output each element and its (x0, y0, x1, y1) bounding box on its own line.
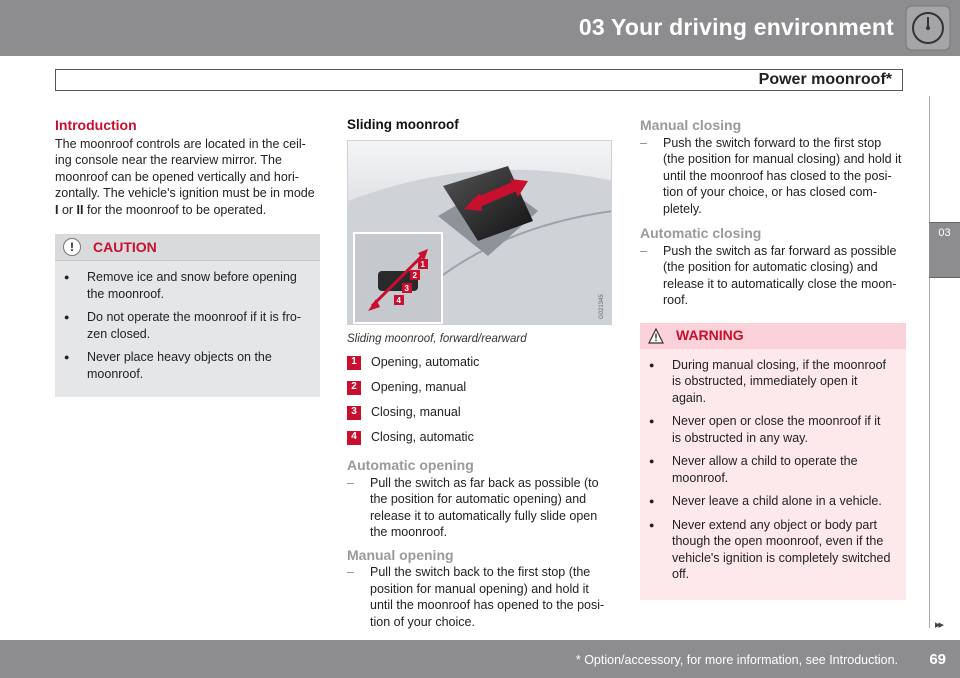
legend-item (347, 403, 615, 422)
sliding-heading: Sliding moonroof (347, 117, 459, 132)
legend-item (347, 428, 615, 447)
warning-header (640, 323, 906, 349)
page-footer (0, 640, 960, 678)
caution-title: CAUTION (93, 238, 157, 255)
figure-caption: Sliding moonroof, forward/rearward (347, 332, 527, 345)
moonroof-drawing (348, 141, 612, 325)
intro-text (55, 136, 320, 219)
legend-item (347, 353, 615, 372)
chapter-header (0, 0, 960, 56)
legend-label: Closing, automatic (371, 430, 474, 445)
page-number: 69 (929, 651, 946, 668)
warning-triangle-icon (648, 328, 664, 344)
intro-text-part2: for the moonroof to be operated. (83, 202, 267, 217)
section-title: Power moonroof* (758, 71, 892, 88)
svg-text:1: 1 (420, 259, 425, 269)
svg-text:3: 3 (404, 283, 409, 293)
moonroof-illustration (347, 140, 612, 325)
exclamation-icon: ! (63, 238, 81, 256)
legend-number: 2 (347, 381, 361, 395)
legend-label: Opening, automatic (371, 355, 480, 370)
auto-open-heading: Automatic opening (347, 457, 474, 473)
margin-divider (929, 96, 930, 628)
caution-item: ● Remove ice and snow before opening the moonroof. (63, 269, 306, 302)
next-page-icon[interactable]: ▸▸ (934, 619, 942, 631)
warning-list (640, 357, 906, 583)
caution-item: ● Do not operate the moonroof if it is fro-zen closed. (63, 309, 306, 342)
caution-list (55, 269, 320, 382)
caution-item: ● Never place heavy objects on the moonroof. (63, 349, 306, 382)
legend-number: 1 (347, 356, 361, 370)
column-closing (640, 115, 906, 600)
manual-close-heading: Manual closing (640, 117, 742, 133)
caution-header (55, 234, 320, 261)
legend-item (347, 378, 615, 397)
gauge-icon (904, 4, 952, 52)
legend-label: Opening, manual (371, 380, 467, 395)
warning-item: ● Never extend any object or body part though the open moonroof, even if the vehicle's ignition is completely switched off. (648, 517, 892, 583)
legend-number: 4 (347, 431, 361, 445)
svg-text:2: 2 (412, 270, 417, 280)
manual-close-step: – Push the switch forward to the first stop (the position for manual closing) and hold it until the moonroof has closed to the posi-tion of your choice, or has closed com-pletely. (640, 135, 906, 218)
column-sliding-moonroof (347, 115, 615, 630)
footnote: * Option/accessory, for more information, see Introduction. (575, 653, 898, 667)
manual-open-step: – Pull the switch back to the first stop (the position for manual opening) and hold it until the moonroof has opened to the posi-tion of your choice. (347, 564, 615, 630)
intro-text-part1: The moonroof controls are located in the ceil-ing console near the rearview mirror. The moonroof can be opened vertically and hori-zontally. The vehicle's ignition must be in mode (55, 136, 315, 200)
caution-box (55, 234, 320, 397)
legend-label: Closing, manual (371, 405, 461, 420)
chapter-title: 03 Your driving environment (578, 14, 894, 40)
auto-close-step: – Push the switch as far forward as possible (the position for automatic closing) and release it to automatically close the moon-roof. (640, 243, 906, 309)
manual-open-heading: Manual opening (347, 546, 454, 563)
ignition-mode-1: I (55, 202, 59, 217)
chapter-tab-label: 03 (938, 227, 951, 239)
warning-item: ● Never leave a child alone in a vehicle. (648, 493, 892, 510)
auto-close-heading: Automatic closing (640, 225, 762, 241)
legend-number: 3 (347, 406, 361, 420)
ignition-mode-2: II (76, 202, 84, 217)
column-introduction (55, 115, 320, 397)
warning-item: ● Never open or close the moonroof if it is obstructed in any way. (648, 413, 892, 446)
chapter-tab[interactable] (929, 222, 960, 278)
warning-item: ● Never allow a child to operate the moonroof. (648, 453, 892, 486)
section-header (55, 69, 903, 91)
warning-item: ● During manual closing, if the moonroof is obstructed, immediately open it again. (648, 357, 892, 407)
intro-text-or: or (58, 202, 77, 217)
image-code: G021345 (599, 293, 605, 319)
intro-heading: Introduction (55, 117, 137, 133)
warning-box (640, 323, 906, 600)
warning-title: WARNING (676, 327, 744, 344)
auto-open-step: – Pull the switch as far back as possible (to the position for automatic opening) and release it to automatically fully slide open the moonroof. (347, 475, 615, 541)
svg-text:4: 4 (396, 295, 401, 305)
